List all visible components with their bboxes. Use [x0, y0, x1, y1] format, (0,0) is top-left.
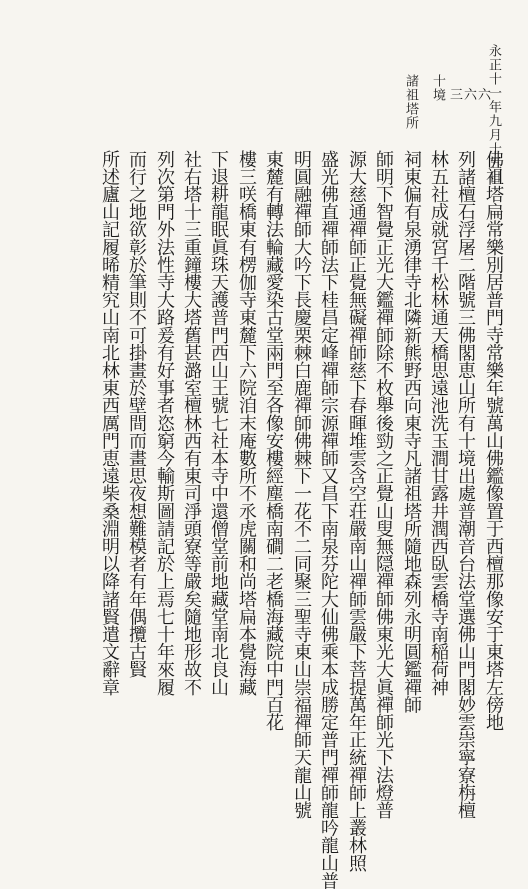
text-column-11: 下退耕龍眠眞珠天護普門西山王號七社本寺中還僧堂前地藏堂南北良山 — [208, 150, 229, 696]
text-column-6: 源大慈通禪師正覺無礙禪師慈下春暉堆雲含空荘嚴南山禪師雲嚴下菩提萬年正統禪師上叢林照 — [346, 150, 367, 872]
section-title-2: 諸祖塔所 — [403, 74, 418, 130]
text-column-4: 祠東偏有泉湧律寺北隣新熊野西向東寺凡諸祖塔所隨地森列永明圓鑑禪師 — [401, 150, 422, 714]
page-number: 三六六 — [449, 88, 492, 103]
text-column-7: 盛光佛直禪師法下桂昌定峰禪師宗源禪師又昌下南泉芬陀大仙佛乘本成勝定普門禪師龍吟龍山普 — [318, 150, 339, 889]
text-column-1: 佛祖塔扁常樂別居普門寺常樂年號萬山佛鑑像置于西檀那像安于東塔左傍地 — [483, 150, 504, 731]
text-column-10: 樓三咲橋東有楞伽寺東麓下六院洎末庵數所不氶虎關和尚塔扁本覺海藏 — [236, 150, 257, 696]
text-column-12: 社右塔十三重鐘樓大塔舊甚潞室檀林西有東司淨頭寮等嚴矣隨地形故不 — [181, 150, 202, 696]
section-title-1: 十境 — [430, 74, 445, 102]
text-column-2: 列諸檀石浮屠二階號三佛閣恵山所有十境出處普潮音台法堂選佛山門閣妙雲崇寧寮栴檀 — [455, 150, 476, 819]
text-column-15: 所述廬山記履晞精究山南北林東西厲門恵遠柴桑淵明以降諸賢遣文辭章 — [99, 150, 120, 696]
text-column-9: 東麓有轉法輪藏愛染古堂兩門至各像安樓經塵橋南磵二老橋海藏院中門百花 — [263, 150, 284, 731]
text-column-14: 而行之地欲彰於筆則不可掛畫於壁間而畫思夜想難模者有年偶攬古賢 — [126, 150, 147, 679]
text-column-3: 林五社成就宮千松林通天橋思遠池洗玉澗甘露井潤西臥雲橋寺南稲荷神 — [428, 150, 449, 696]
date-header: 永正十一年九月十五日 — [486, 44, 501, 184]
text-column-8: 明圓融禪師大吟下長慶栗棘白鹿禪師佛棘下一花不二同聚三聖寺東山崇福禪師天龍山號 — [291, 150, 312, 819]
text-column-5: 師明下智覺正光大鑑禪師除不枚舉後勁之正覺山叟無隠禪師佛東光大眞禪師光下法燈普 — [373, 150, 394, 819]
text-column-13: 列次第門外法性寺大路爰有好事者恣窮今輸斯圖請記於上焉七十年來履 — [154, 150, 175, 696]
